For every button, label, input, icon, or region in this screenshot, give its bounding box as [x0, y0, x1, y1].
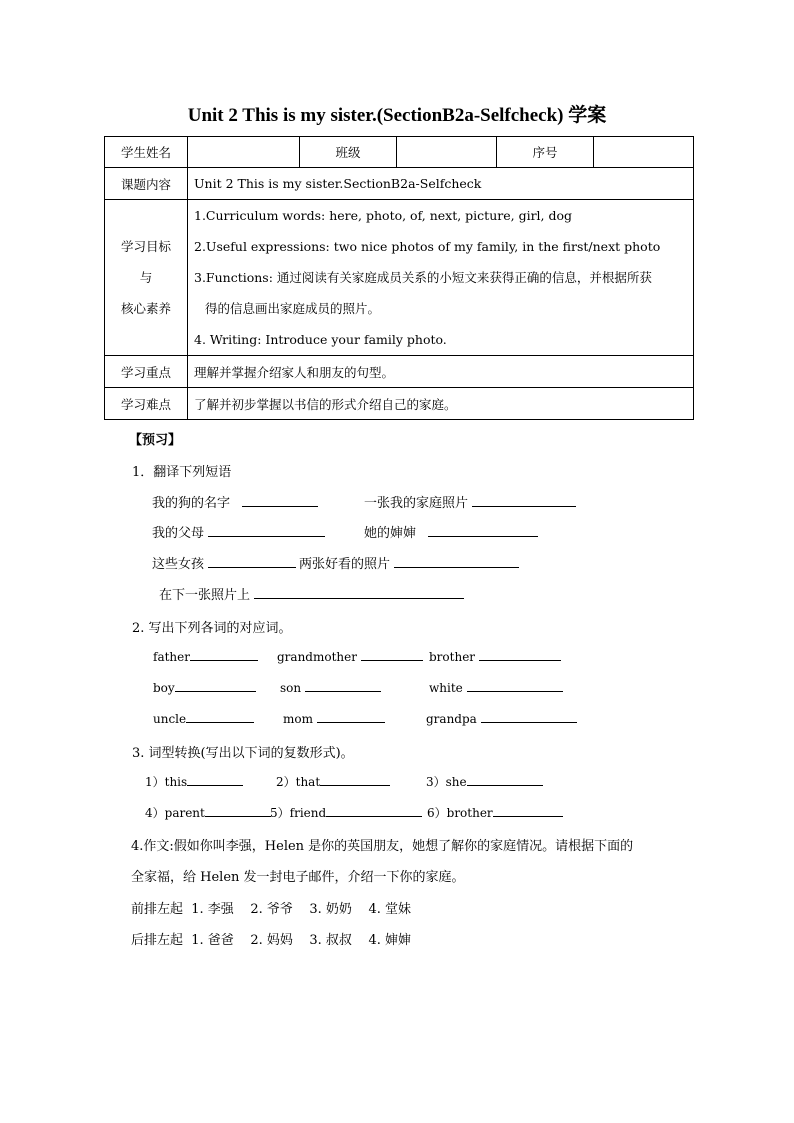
table-row: [105, 388, 694, 420]
q2-item: son: [280, 679, 381, 695]
answer-blank[interactable]: [481, 710, 577, 723]
back-row-list: 后排左起 1. 爸爸 2. 妈妈 3. 叔叔 4. 婶婶: [131, 933, 411, 948]
answer-blank[interactable]: [320, 773, 390, 786]
q2-item: boy: [153, 679, 256, 695]
topic-value: Unit 2 This is my sister.SectionB2a-Selfcheck: [188, 168, 694, 200]
q3-item: 2）that: [276, 773, 390, 790]
answer-blank[interactable]: [479, 648, 561, 661]
answer-blank[interactable]: [394, 555, 519, 568]
q1-item: 在下一张照片上: [159, 584, 464, 603]
answer-blank[interactable]: [467, 679, 563, 692]
goal-line: 4. Writing: Introduce your family photo.: [194, 332, 447, 347]
key-points-label: 学习重点: [105, 356, 188, 388]
student-name-label: 学生姓名: [105, 137, 188, 168]
difficult-points-value: 了解并初步掌握以书信的形式介绍自己的家庭。: [188, 388, 694, 420]
goals-label-line: 学习目标: [120, 239, 171, 254]
student-name-field[interactable]: [188, 137, 300, 168]
answer-blank[interactable]: [254, 586, 464, 599]
goals-content: [188, 200, 694, 356]
answer-blank[interactable]: [190, 648, 258, 661]
front-row-list: 前排左起 1. 李强 2. 爷爷 3. 奶奶 4. 堂妹: [131, 902, 411, 917]
q2-item: uncle: [153, 710, 254, 726]
topic-label: 课题内容: [105, 168, 188, 200]
answer-blank[interactable]: [467, 773, 543, 786]
question-4-prompt: 4.作文:假如你叫李强，Helen 是你的英国朋友，她想了解你的家庭情况。请根据下面的: [131, 839, 634, 854]
answer-blank[interactable]: [242, 494, 318, 507]
q2-item: brother: [429, 648, 561, 664]
goal-line: 2.Useful expressions: two nice photos of my family, in the first/next photo: [194, 239, 661, 254]
question-4-prompt: 全家福，给 Helen 发一封电子邮件，介绍一下你的家庭。: [131, 870, 465, 885]
q1-item: 两张好看的照片: [299, 553, 519, 572]
q1-item: 我的父母: [152, 522, 325, 541]
q2-item: grandmother: [277, 648, 423, 664]
table-row: [105, 168, 694, 200]
question-2-title: 2. 写出下列各词的对应词。: [132, 621, 292, 636]
section-title: 【预习】: [129, 433, 182, 448]
q1-item: 一张我的家庭照片: [364, 492, 576, 511]
q3-item: 6）brother: [427, 804, 563, 821]
class-label: 班级: [300, 137, 397, 168]
answer-blank[interactable]: [428, 524, 538, 537]
answer-blank[interactable]: [326, 804, 422, 817]
table-row: [105, 200, 694, 356]
answer-blank[interactable]: [305, 679, 381, 692]
answer-blank[interactable]: [361, 648, 423, 661]
q1-item: 这些女孩: [152, 553, 296, 572]
q3-item: 1）this: [145, 773, 243, 790]
seat-number-label: 序号: [497, 137, 594, 168]
answer-blank[interactable]: [317, 710, 385, 723]
answer-blank[interactable]: [175, 679, 256, 692]
q2-item: grandpa: [426, 710, 577, 726]
goal-line: 1.Curriculum words: here, photo, of, next, picture, girl, dog: [194, 208, 573, 223]
q3-item: 4）parent: [145, 804, 271, 821]
table-row: [105, 137, 694, 168]
q3-item: 3）she: [426, 773, 543, 790]
goal-line: 3.Functions: 通过阅读有关家庭成员关系的小短文来获得正确的信息，并根据所获: [194, 270, 652, 285]
key-points-value: 理解并掌握介绍家人和朋友的句型。: [188, 356, 694, 388]
q2-item: white: [429, 679, 563, 695]
page-title: Unit 2 This is my sister.(SectionB2a-Selfcheck) 学案: [187, 105, 607, 126]
question-3-title: 3. 词型转换(写出以下词的复数形式)。: [132, 746, 354, 761]
seat-number-field[interactable]: [594, 137, 694, 168]
class-field[interactable]: [397, 137, 497, 168]
answer-blank[interactable]: [493, 804, 563, 817]
q1-item: 她的婶婶: [364, 522, 538, 541]
answer-blank[interactable]: [205, 804, 271, 817]
goals-label: [105, 200, 188, 356]
answer-blank[interactable]: [187, 773, 243, 786]
table-row: [105, 356, 694, 388]
difficult-points-label: 学习难点: [105, 388, 188, 420]
goal-line: 得的信息画出家庭成员的照片。: [205, 301, 381, 316]
goals-label-line: 核心素养: [120, 301, 171, 316]
goals-label-line: 与: [139, 270, 153, 285]
answer-blank[interactable]: [186, 710, 254, 723]
q3-item: 5）friend: [270, 804, 422, 821]
question-1-title: 1．翻译下列短语: [132, 465, 232, 480]
q2-item: father: [153, 648, 258, 664]
q1-item: 我的狗的名字: [152, 492, 318, 511]
q2-item: mom: [283, 710, 385, 726]
answer-blank[interactable]: [472, 494, 576, 507]
answer-blank[interactable]: [208, 555, 296, 568]
answer-blank[interactable]: [208, 524, 325, 537]
info-table: [104, 136, 694, 420]
